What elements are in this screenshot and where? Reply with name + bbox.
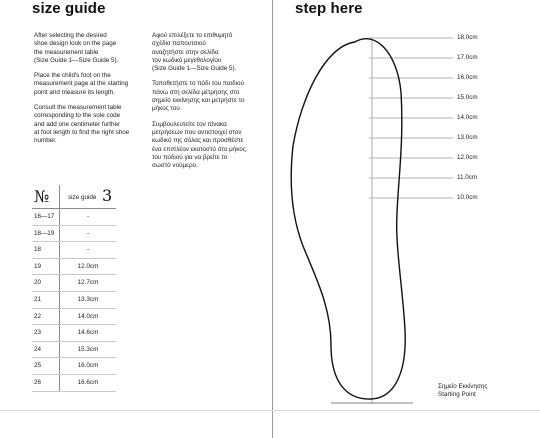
- shoe-size-cell: 25: [34, 362, 42, 370]
- table-header: [32, 185, 116, 209]
- table-row: [32, 358, 116, 375]
- tick-label: 16.0cm: [457, 74, 478, 81]
- table-row: [32, 342, 116, 359]
- table-row: [32, 209, 116, 226]
- foot-length-cell: 15.3cm: [77, 345, 99, 353]
- starting-point-label-en: Starting Point: [438, 391, 476, 399]
- table-row: [32, 226, 116, 243]
- tick-label: 10.0cm: [457, 194, 478, 201]
- foot-outline-icon: [291, 39, 405, 399]
- foot-measurement-graphic: [273, 0, 540, 410]
- gr-paragraph-1: Αφού επιλέξετε το επιθυμητό σχέδιο παπουτσιού αναζητήστε στην σελίδα τον κωδικό μεγεθολογίου (Size Guide 1—Size Guide 5).: [152, 32, 237, 73]
- gr-paragraph-3: Συμβουλευτείτε τον πίνακα μετρήσεων που αντιστοιχεί στον κωδικό της σόλας και προσθέστε ένα επιπλέον εκατοστό στο μήκος του ποδιού για να βρείτε το σωστό νούμερο.: [152, 120, 246, 170]
- foot-length-cell: -: [86, 213, 90, 220]
- tick-label: 14.0cm: [457, 114, 478, 121]
- table-row: [32, 275, 116, 292]
- shoe-size-cell: 23: [34, 329, 42, 337]
- foot-length-cell: 16.6cm: [77, 378, 99, 386]
- shoe-size-cell: 20: [34, 279, 42, 287]
- tick-label: 15.0cm: [457, 94, 478, 101]
- bottom-edge-line: [0, 410, 540, 411]
- shoe-size-cell: 22: [34, 312, 42, 320]
- tick-label: 12.0cm: [457, 154, 478, 161]
- starting-point-label-gr: Σημείο Εκκίνησης: [438, 383, 488, 390]
- foot-length-cell: 14.0cm: [77, 312, 99, 320]
- shoe-size-cell: 26: [34, 378, 42, 386]
- tick-label: 11.0cm: [457, 174, 478, 181]
- tick-label: 18.0cm: [457, 34, 478, 41]
- gr-paragraph-2: Τοποθετήστε το πόδι του παιδιού πάνω στη σελίδα μέτρησης στο σημείο εκκίνησης και μετρήστε το μήκος του.: [152, 80, 245, 113]
- step-here-title: step here: [295, 0, 363, 17]
- tick-label: 17.0cm: [457, 54, 478, 61]
- table-row: [32, 325, 116, 342]
- shoe-size-cell: 21: [34, 295, 42, 303]
- table-body: [32, 209, 116, 392]
- table-row: [32, 375, 116, 392]
- size-guide-number: 3: [102, 186, 113, 205]
- greek-instructions: [152, 32, 268, 170]
- size-guide-title: size guide: [32, 0, 106, 17]
- shoe-size-cell: 16—17: [34, 213, 55, 220]
- foot-length-cell: 13.3cm: [77, 295, 99, 303]
- size-table: [32, 185, 116, 392]
- shoe-size-cell: 18—19: [34, 229, 55, 237]
- table-row: [32, 259, 116, 276]
- en-paragraph-2: Place the child's foot on the measurement page at the starting point and measure its length.: [34, 72, 129, 96]
- shoe-size-cell: 24: [34, 345, 42, 353]
- foot-length-cell: 16.0cm: [77, 362, 99, 370]
- foot-length-cell: 14.6cm: [77, 329, 99, 337]
- foot-length-cell: 12.7cm: [77, 279, 99, 287]
- table-row: [32, 292, 116, 309]
- foot-length-cell: 12.0cm: [77, 262, 99, 270]
- tick-lines: [369, 38, 453, 198]
- number-sign-header: №: [34, 187, 50, 206]
- starting-point-label: [438, 383, 487, 400]
- table-row: [32, 309, 116, 326]
- foot-length-cell: -: [86, 246, 90, 254]
- table-row: [32, 242, 116, 259]
- shoe-size-cell: 18: [34, 246, 42, 254]
- en-paragraph-1: After selecting the desired shoe design look on the page the measurement table (Size Guide 1—Size Guide 5).: [34, 32, 119, 64]
- en-paragraph-3: Consult the measurement table corresponding to the sole code and add one centimeter further at foot length to find the right shoe number.: [34, 104, 130, 145]
- foot-length-cell: -: [86, 229, 90, 237]
- tick-label: 13.0cm: [457, 134, 478, 141]
- english-instructions: [34, 32, 144, 146]
- shoe-size-cell: 19: [34, 262, 42, 270]
- size-guide-header: size guide: [68, 194, 97, 201]
